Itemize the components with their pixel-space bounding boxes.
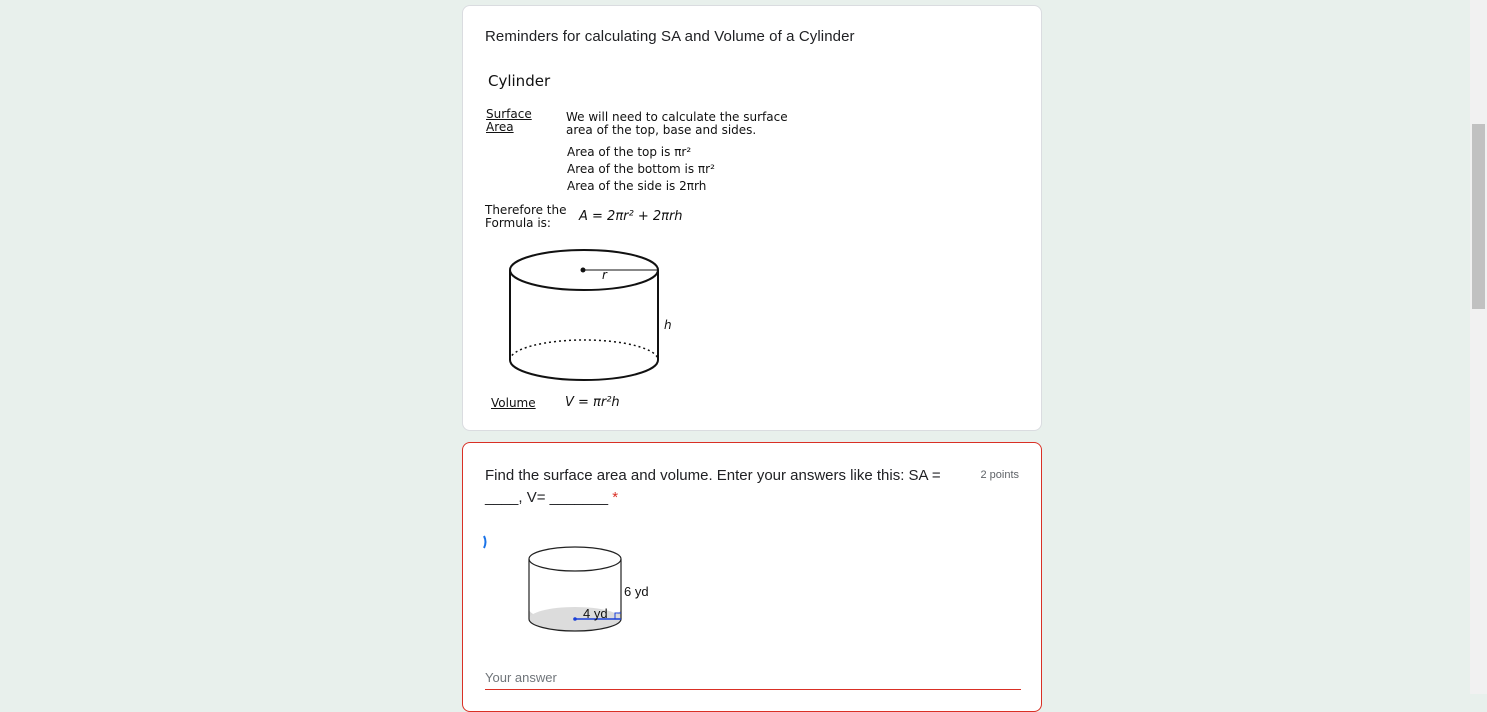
question-prompt: Find the surface area and volume. Enter your answers like this: SA = ____, V= _______ xyxy=(485,467,941,506)
question-figure xyxy=(527,545,657,637)
image-heading: Cylinder xyxy=(488,72,551,90)
height-label: h xyxy=(664,318,672,332)
scrollbar-track[interactable] xyxy=(1470,0,1487,694)
volume-formula: V = πr²h xyxy=(565,395,620,410)
required-marker: * xyxy=(612,489,619,506)
formula-text: A = 2πr² + 2πrh xyxy=(579,209,683,224)
answer-field-wrap xyxy=(485,668,1021,690)
question-text xyxy=(485,465,975,509)
sa-label-line2: Area xyxy=(486,120,514,134)
answer-input[interactable] xyxy=(485,668,1021,690)
focus-indicator xyxy=(483,535,489,549)
figure-height-label: 6 yd xyxy=(624,584,649,599)
cylinder-reminder-image xyxy=(481,64,811,414)
side-area-text: Area of the side is 2πrh xyxy=(567,179,707,193)
reminder-title: Reminders for calculating SA and Volume of a Cylinder xyxy=(485,28,855,45)
scrollbar-thumb[interactable] xyxy=(1472,124,1485,309)
sa-desc-line2: area of the top, base and sides. xyxy=(566,123,757,137)
formula-label-line2: Formula is: xyxy=(485,216,551,230)
radius-label: r xyxy=(602,268,607,282)
formula-label-line1: Therefore the xyxy=(485,203,567,217)
sa-label-line1: Surface xyxy=(486,107,532,121)
bottom-area-text: Area of the bottom is πr² xyxy=(567,162,715,176)
figure-radius-label: 4 yd xyxy=(583,606,608,621)
points-label: 2 points xyxy=(980,469,1019,481)
top-area-text: Area of the top is πr² xyxy=(567,145,692,159)
volume-label: Volume xyxy=(491,396,536,410)
reminder-card xyxy=(462,5,1042,431)
cylinder-diagram xyxy=(481,242,681,392)
sa-desc-line1: We will need to calculate the surface xyxy=(566,110,788,124)
question-card xyxy=(462,442,1042,712)
